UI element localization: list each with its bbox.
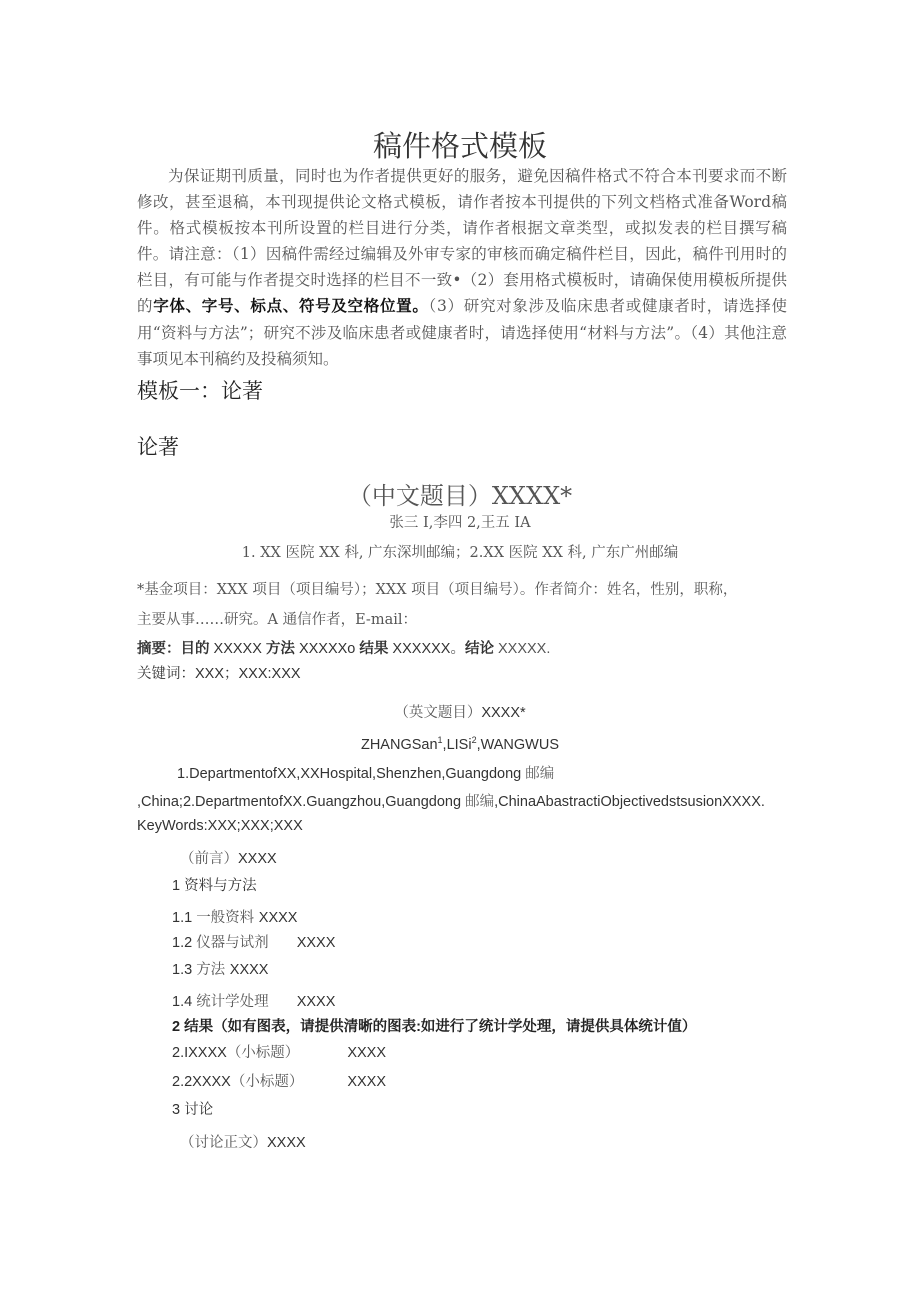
en-keywords: KeyWords:XXX;XXX;XXX <box>137 818 303 834</box>
section-1-2-num: 1.2 <box>172 935 197 951</box>
section-2-2 <box>172 1070 386 1091</box>
section-1-4-label: 统计学处理 <box>196 994 269 1010</box>
template-heading: 模板一：论著 <box>137 380 263 403</box>
fund-line-2: 主要从事……研究。A 通信作者，E-mail： <box>137 612 418 628</box>
section-2-2-value: XXXX <box>347 1074 387 1090</box>
en-authors <box>0 735 920 753</box>
en-author-1-sup: 1 <box>437 735 443 745</box>
intro-text-1: 为保证期刊质量，同时也为作者提供更好的服务，避免因稿件格式不符合本刊要求而不断修改，甚至退稿，本刊现提供论文格式模板，请作者按本刊提供的下列文档格式准备Word稿件。格式模板按本刊所设置的栏目进行分类，请作者根据文章类型，或拟发表的栏目撰写稿件。请注意：（1）因稿件需经过编辑及外审专家的审核而确定稿件栏目，因此，稿件刊用时的栏目，有可能与作者提交时选择的栏目不一致•（2）套用格式模板时，请确保使用模板所提供的 <box>137 167 787 315</box>
cn-keywords: 关键词：XXX；XXX:XXX <box>137 666 301 682</box>
section-1-4 <box>172 990 335 1011</box>
section-2-1-label: （小标题） <box>226 1045 300 1061</box>
section-1-heading: 1 资料与方法 <box>172 878 257 894</box>
section-1-4-num: 1.4 <box>172 994 197 1010</box>
en-author-3: ,WANGWUS <box>476 736 560 753</box>
section-2-1 <box>172 1041 386 1062</box>
en-aff1-text: 1.DepartmentofXX,XXHospital,Shenzhen,Guangdong <box>177 766 526 782</box>
en-aff2-text: ,China;2.DepartmentofXX.Guangzhou,Guangdong <box>137 794 466 810</box>
section-1-2 <box>172 931 335 952</box>
section-2-2-num: 2.2XXXX <box>172 1074 231 1090</box>
section-2-heading: 2 结果（如有图表，请提供清晰的图表:如进行了统计学处理，请提供具体统计值） <box>172 1019 697 1035</box>
cn-affiliations: 1. XX 医院 XX 科, 广东深圳邮编；2.XX 医院 XX 科, 广东广州邮编 <box>241 545 679 561</box>
cn-article-title <box>0 476 920 511</box>
preface <box>180 847 277 868</box>
intro-text-2: （3）研究对象涉及临床患者或健康者时，请选择使用“资料与方法”；研究不涉及临床患者或健康者时，请选择使用“材料与方法”。（4）其他注意事项见本刊稿约及投稿须知。 <box>137 297 787 368</box>
abstract-label-objective: 摘要：目的 <box>137 641 210 657</box>
abstract-label-conclusion: 结论 <box>464 641 494 657</box>
en-affiliation-2 <box>137 790 765 811</box>
intro-paragraph <box>137 163 787 372</box>
page-title: 稿件格式模板 <box>372 129 547 163</box>
en-title-suffix: XXXX* <box>481 705 526 721</box>
section-1-3-num: 1.3 <box>172 962 197 978</box>
section-1-1-value: XXXX <box>258 910 298 926</box>
cn-title-text: （中文题目）XXXX* <box>347 482 573 510</box>
section-1-3-label: 方法 <box>196 962 230 978</box>
fund-line-1: *基金项目：XXX 项目（项目编号）；XXX 项目（项目编号）。作者简介：姓名，性别，职称， <box>137 582 738 598</box>
en-affiliation-1 <box>177 762 554 783</box>
preface-value: XXXX <box>238 851 277 867</box>
section-1-1-label: 一般资料 <box>196 910 259 926</box>
section-1-4-value: XXXX <box>296 994 336 1010</box>
cn-authors: 张三 I,李四 2,王五 IA <box>389 515 531 531</box>
discussion-label: （讨论正文） <box>180 1135 267 1151</box>
section-2-1-value: XXXX <box>347 1045 386 1061</box>
en-article-title <box>0 701 920 722</box>
abstract-label-result: 结果 <box>359 641 389 657</box>
section-1-2-label: 仪器与试剂 <box>196 935 269 951</box>
section-1-3 <box>172 958 268 979</box>
en-title-prefix: （英文题目） <box>394 705 482 721</box>
en-author-2: ,LISi <box>442 736 472 753</box>
abstract-label-method: 方法 <box>265 641 295 657</box>
en-aff2-postcode: 邮编 <box>465 794 495 810</box>
section-2-2-label: （小标题） <box>230 1074 304 1090</box>
section-1-1-num: 1.1 <box>172 910 197 926</box>
abstract-value-conclusion: XXXXX. <box>493 641 551 657</box>
discussion-value: XXXX <box>267 1135 306 1151</box>
intro-bold-text: 字体、字号、标点、符号及空格位置。 <box>153 298 429 315</box>
en-aff1-postcode: 邮编 <box>525 766 555 782</box>
cn-abstract <box>137 637 550 658</box>
section-3-heading: 3 讨论 <box>172 1102 214 1118</box>
abstract-value-result: XXXXXX。 <box>388 641 465 657</box>
section-1-2-value: XXXX <box>296 935 336 951</box>
preface-label: （前言） <box>180 851 238 867</box>
abstract-value-objective: XXXXX <box>209 641 266 657</box>
section-2-1-num: 2.IXXXX <box>172 1045 227 1061</box>
section-heading: 论著 <box>137 436 179 459</box>
discussion <box>180 1131 306 1152</box>
en-author-2-sup: 2 <box>471 735 477 745</box>
section-1-3-value: XXXX <box>229 962 269 978</box>
en-author-1: ZHANGSan <box>360 736 438 753</box>
en-aff2-abstract: ,ChinaAbastractiObjectivedstsusionXXXX. <box>494 794 765 810</box>
abstract-value-method: XXXXXo <box>294 641 360 657</box>
section-1-1 <box>172 906 297 927</box>
